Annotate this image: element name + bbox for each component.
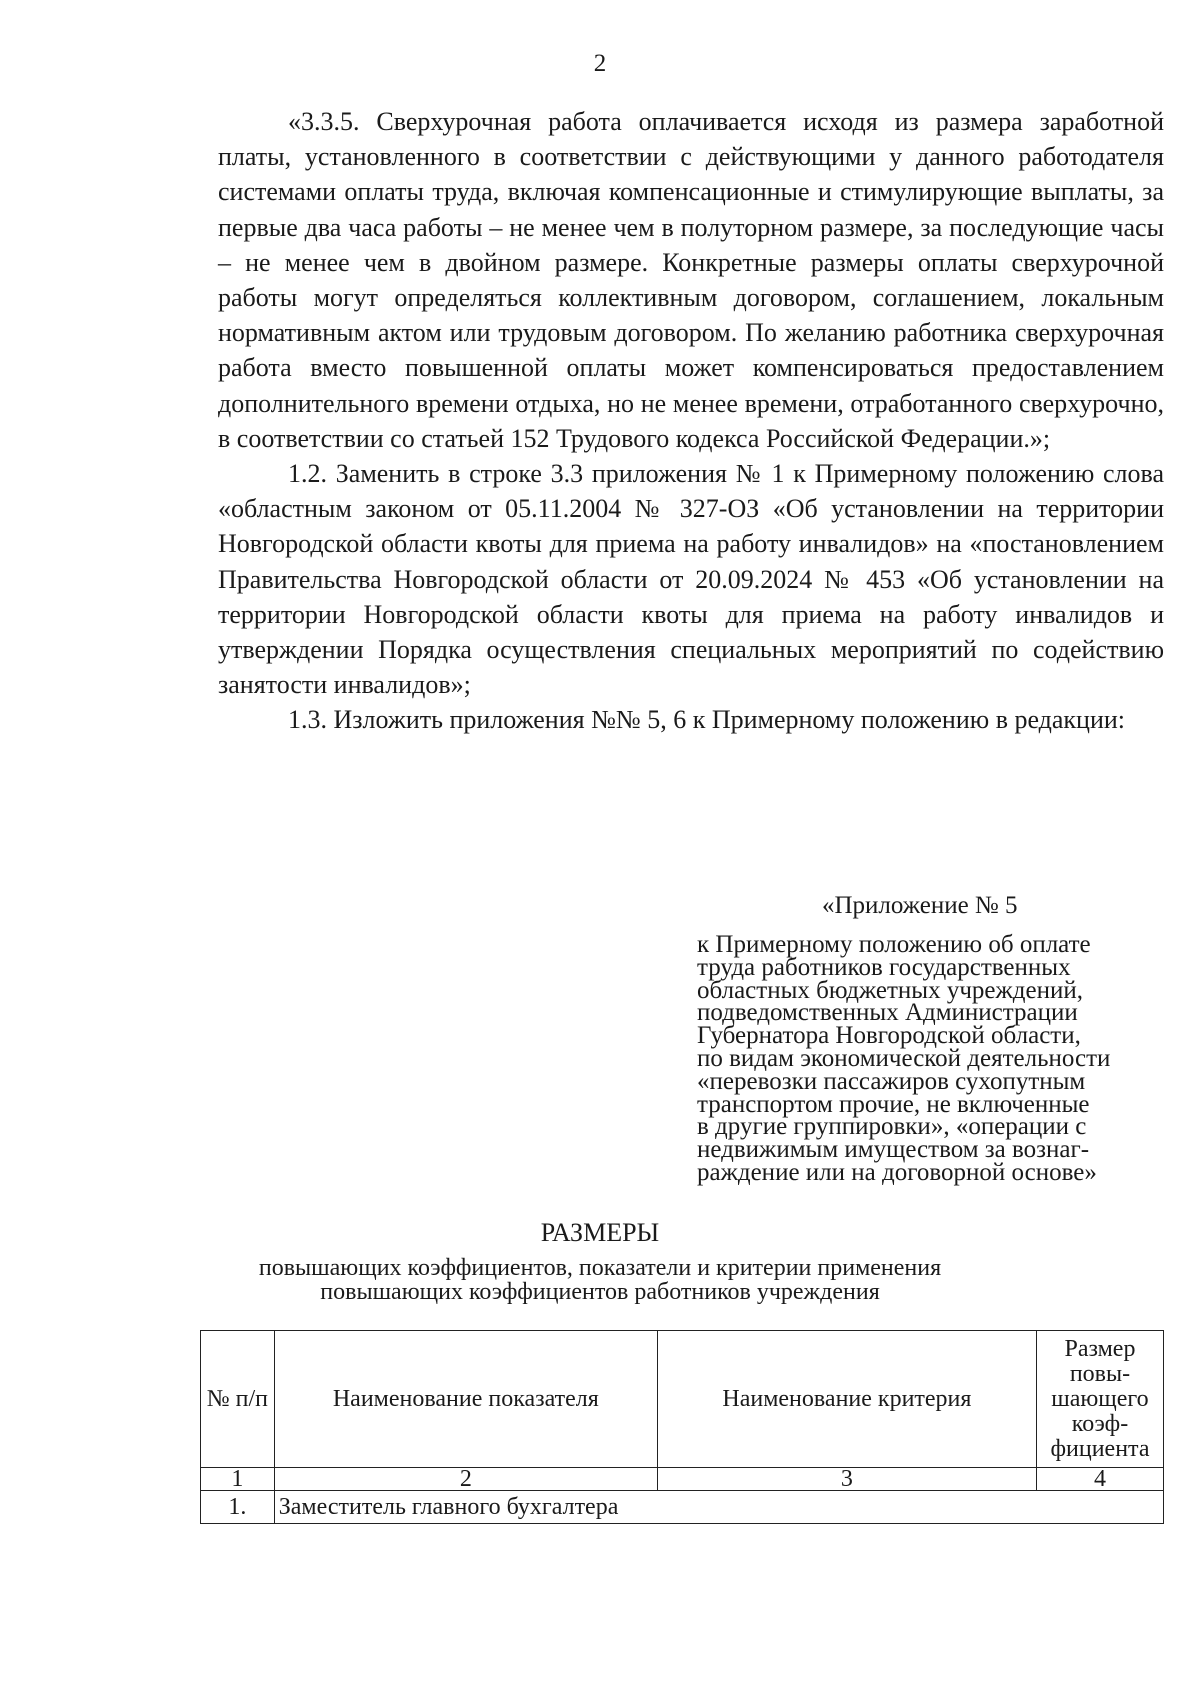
paragraph-1-2: 1.2. Заменить в строке 3.3 приложения № 1 к Примерному положению слова «областным законом от 05.11.2004 № 327-ОЗ «Об установлении на территории Новгородской области квоты для приема на работу инвалидов» на «постановлением Правительства Новгородской области от 20.09.2024 № 453 «Об установлении на территории Новгородской области квоты для приема на работу инвалидов и утверждении Порядка осуществления специальных мероприятий по содействию занятости инвалидов»; xyxy=(218,459,1164,700)
appendix-block xyxy=(697,890,1167,1185)
appendix-line: областных бюджетных учреждений, xyxy=(697,976,1083,1004)
page-number: 2 xyxy=(593,50,607,77)
header-indicator: Наименование показателя xyxy=(274,1331,657,1468)
appendix-line: труда работников государственных xyxy=(697,953,1071,981)
header-size: Размер повы-шающего коэф-фициента xyxy=(1036,1331,1163,1468)
coefficients-table xyxy=(200,1330,1164,1524)
section-heading: РАЗМЕРЫ xyxy=(540,1218,660,1247)
column-number: 3 xyxy=(657,1468,1036,1491)
table-header-row xyxy=(201,1331,1164,1468)
column-number-row xyxy=(201,1468,1164,1491)
column-number: 4 xyxy=(1036,1468,1163,1491)
header-criterion: Наименование критерия xyxy=(657,1331,1036,1468)
column-number: 1 xyxy=(201,1468,275,1491)
appendix-line: в другие группировки», «операции с xyxy=(697,1113,1087,1141)
section-subheading xyxy=(0,1256,1200,1304)
appendix-title: «Приложение № 5 xyxy=(822,892,1018,919)
column-number: 2 xyxy=(274,1468,657,1491)
body-text xyxy=(218,104,1164,738)
header-num: № п/п xyxy=(201,1331,275,1468)
appendix-line: раждение или на договорной основе» xyxy=(697,1158,1097,1186)
row-num: 1. xyxy=(201,1491,275,1524)
paragraph-1-3: 1.3. Изложить приложения №№ 5, 6 к Примерному положению в редакции: xyxy=(288,705,1126,735)
appendix-line: подведомственных Администрации xyxy=(697,999,1078,1027)
subheading-line: повышающих коэффициентов, показатели и критерии применения xyxy=(258,1255,942,1281)
appendix-line: по видам экономической деятельности xyxy=(697,1044,1111,1072)
subheading-line: повышающих коэффициентов работников учреждения xyxy=(320,1279,880,1305)
appendix-line: к Примерному положению об оплате xyxy=(697,931,1091,958)
paragraph-3-3-5: «3.3.5. Сверхурочная работа оплачивается исходя из размера заработной платы, установленного в соответствии с действующими у данного работодателя системами оплаты труда, включая компенсационные и стимулирующие выплаты, за первые два часа работы – не менее чем в полуторном размере, за последующие часы – не менее чем в двойном размере. Конкретные размеры оплаты сверхурочной работы могут определяться коллективным договором, соглашением, локальным нормативным актом или трудовым договором. По желанию работника сверхурочная работа вместо повышенной оплаты может компенсироваться предоставлением дополнительного времени отдыха, но не менее времени, отработанного сверхурочно, в соответствии со статьей 152 Трудового кодекса Российской Федерации.»; xyxy=(218,107,1164,453)
appendix-line: транспортом прочие, не включенные xyxy=(697,1090,1090,1118)
appendix-line: Губернатора Новгородской области, xyxy=(697,1022,1081,1050)
appendix-line: «перевозки пассажиров сухопутным xyxy=(697,1067,1086,1095)
row-section-title: Заместитель главного бухгалтера xyxy=(274,1491,1163,1524)
appendix-line: недвижимым имуществом за вознаг- xyxy=(697,1136,1090,1164)
table-row xyxy=(201,1491,1164,1524)
